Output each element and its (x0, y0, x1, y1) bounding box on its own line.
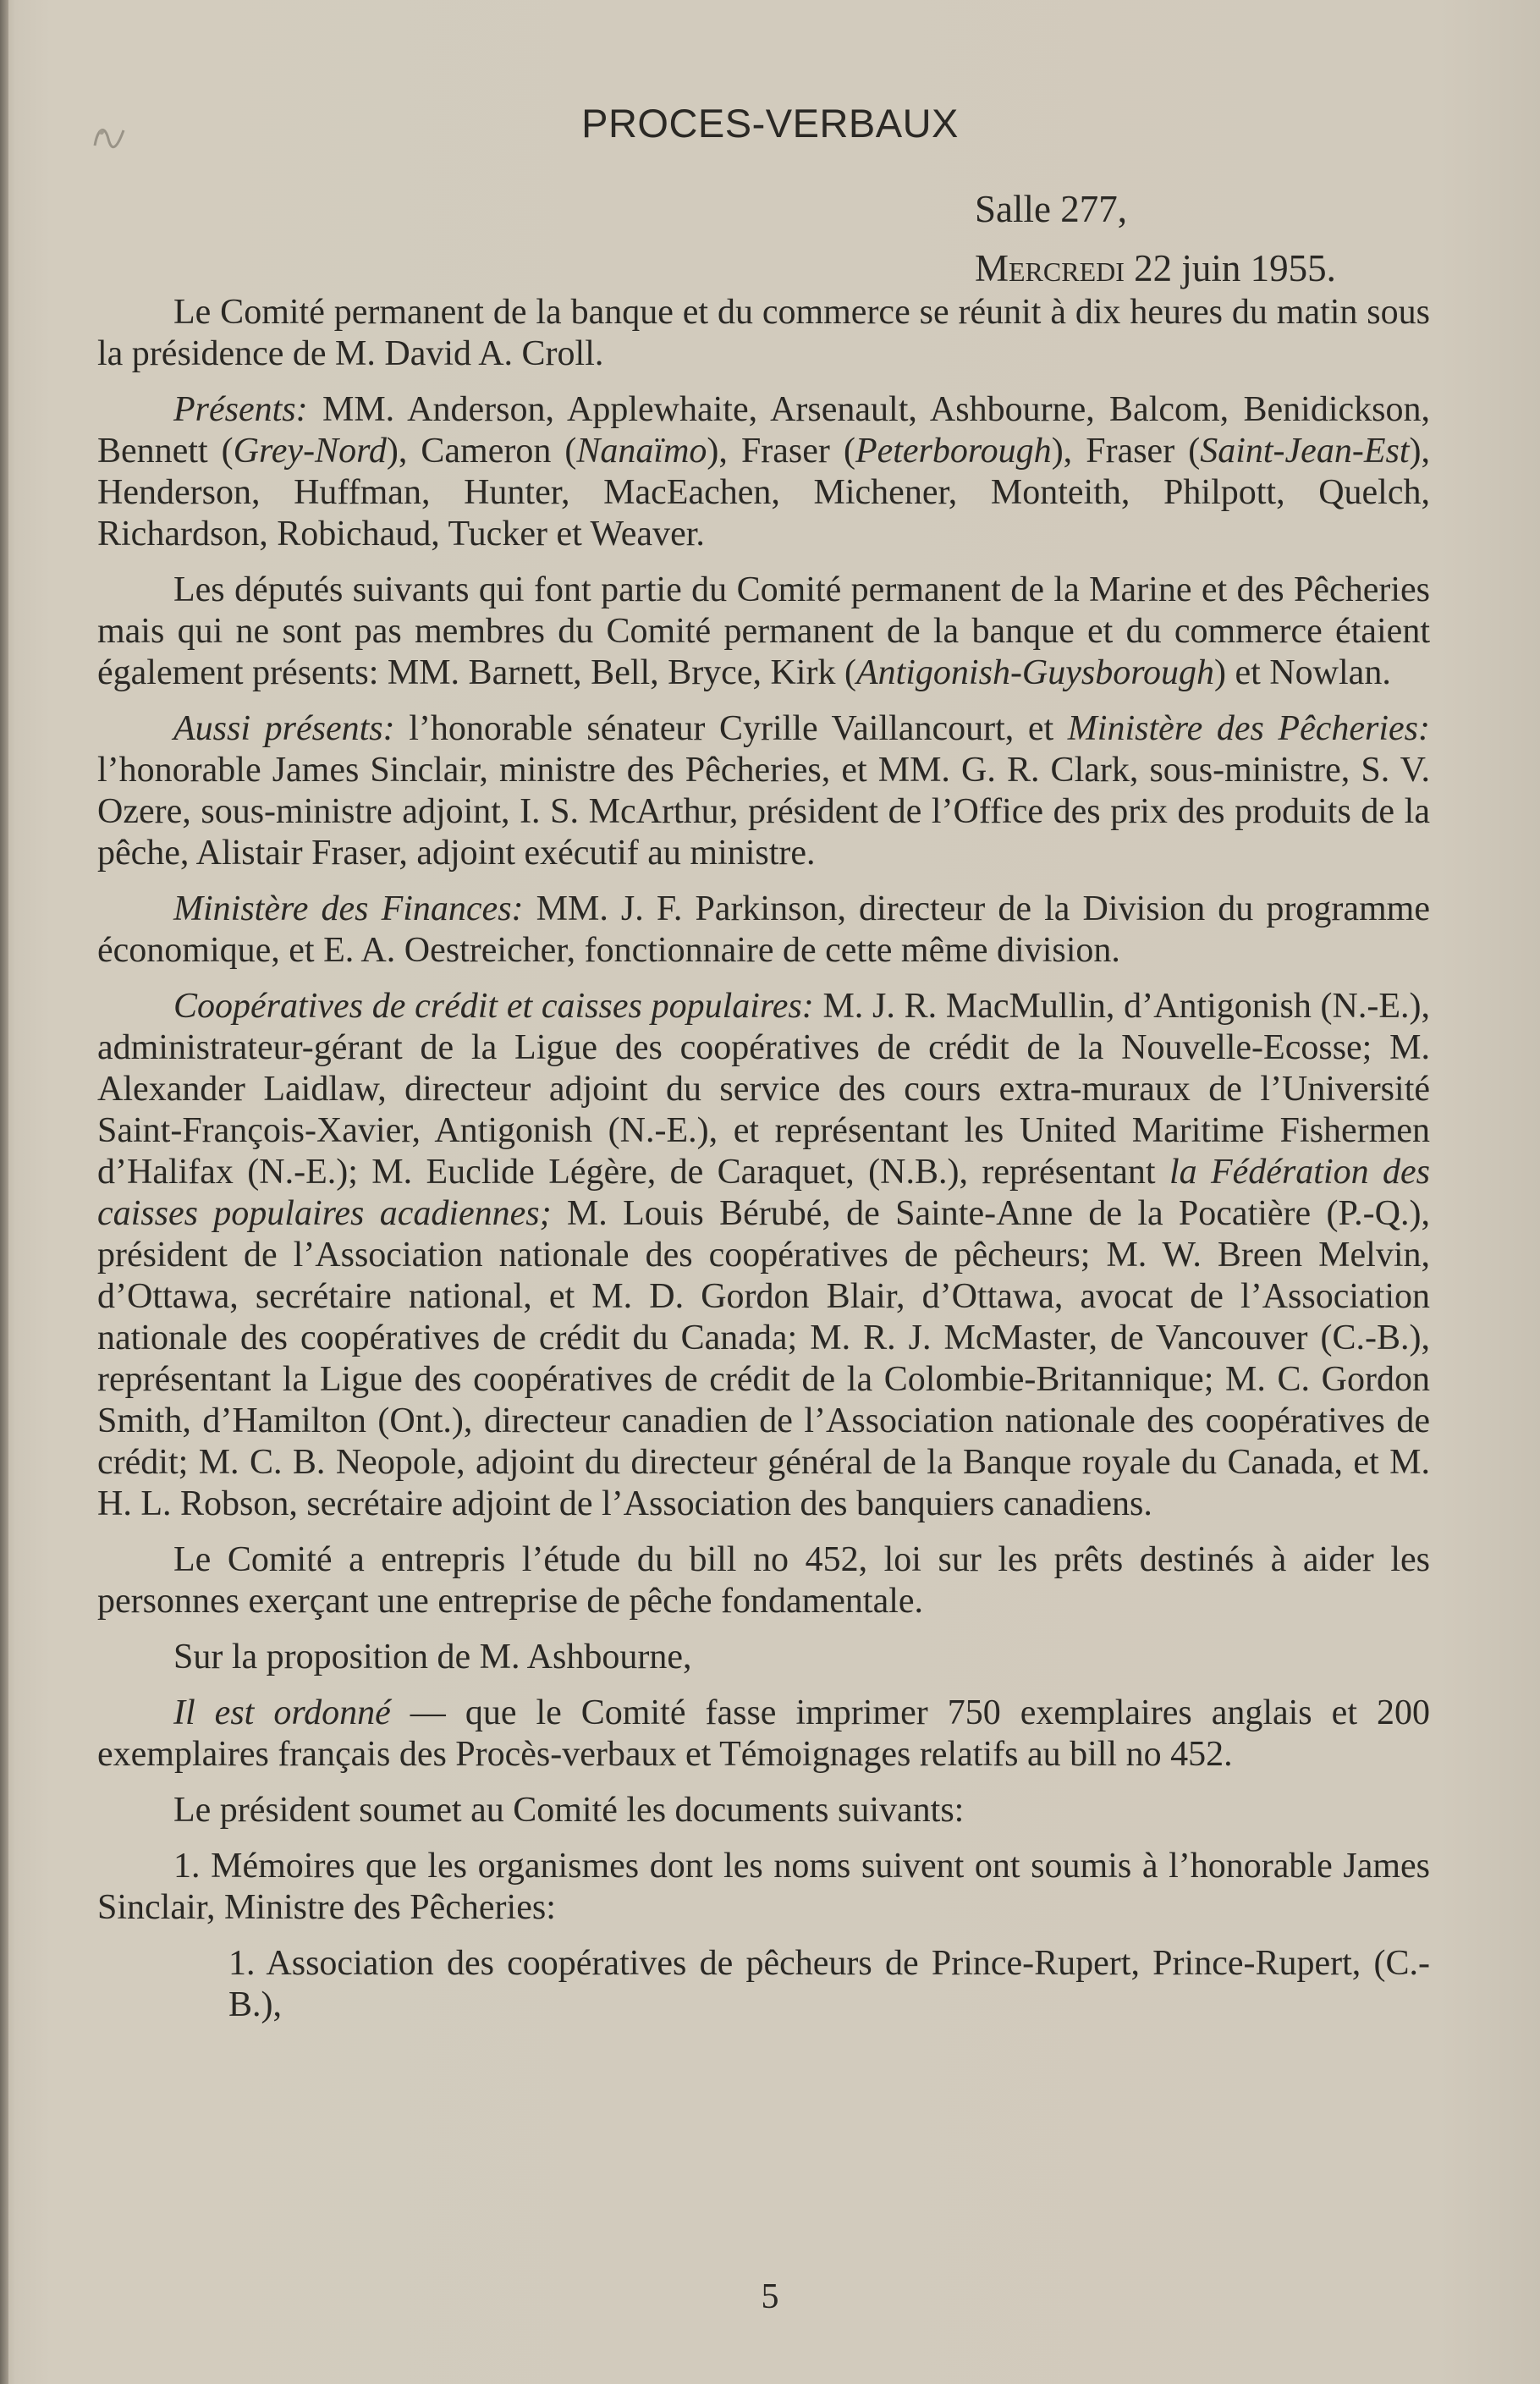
memoirs-item: 1. Mémoires que les organismes dont les noms suivent ont soumis à l’honorable James Sinclair, Ministre des Pêcheries: (97, 1847, 1430, 1927)
bill-paragraph: Le Comité a entrepris l’étude du bill no 452, loi sur les prêts destinés à aider les personnes exerçant une entreprise de pêche fondamentale. (97, 1540, 1430, 1621)
other-deputies-paragraph (97, 570, 1430, 694)
documents-intro: Le président soumet au Comité les documents suivants: (173, 1791, 965, 1830)
cooperatives-paragraph (97, 986, 1430, 1525)
text: — que le Comité fasse imprimer 750 exemplaires anglais et 200 exemplaires français des Procès-verbaux et Témoignages relatifs au bill no 452. (97, 1693, 1430, 1774)
also-present-paragraph (97, 708, 1430, 874)
page-number: 5 (761, 2277, 779, 2316)
date: 22 juin 1955. (1134, 247, 1336, 289)
finance-paragraph (97, 889, 1430, 972)
riding: Antigonish-Guysborough (855, 653, 1215, 692)
riding: Grey-Nord (233, 432, 387, 471)
text: MM. J. F. Parkinson, directeur de la Division du programme économique, et E. A. Oestreicher, fonctionnaire de cette même division. (97, 889, 1430, 970)
attendees-paragraph (97, 389, 1430, 555)
text: l’honorable James Sinclair, ministre des Pêcheries, et MM. G. R. Clark, sous-ministre, S. V. Ozere, sous-ministre adjoint, I. S. McArthur, président de l’Office des prix des produits de la pêche, Alistair Fraser, adjoint exécutif au ministre. (97, 751, 1430, 873)
cooperatives-label: Coopératives de crédit et caisses populaires: (173, 987, 814, 1026)
date-line (975, 239, 1336, 298)
riding: Peterborough (855, 432, 1052, 471)
minutes-body (97, 292, 1430, 2040)
finance-label: Ministère des Finances: (173, 889, 524, 928)
presents-label: Présents: (173, 390, 308, 429)
also-present-label: Aussi présents: (173, 709, 395, 748)
riding: Nanaïmo (576, 432, 707, 471)
text: l’honorable sénateur Cyrille Vaillancourt, et (394, 709, 1068, 748)
federation-name: la Fédération des caisses populaires acadiennes; (97, 1153, 1430, 1233)
order-paragraph (97, 1693, 1430, 1776)
text: Les députés suivants qui font partie du Comité permanent de la Marine et des Pêcheries mais qui ne sont pas membres du Comité permanent de la banque et du commerce étaient également présents: MM. Barnett, Bell, Bryce, Kirk ( (97, 570, 1430, 692)
opening-paragraph: Le Comité permanent de la banque et du commerce se réunit à dix heures du matin sous la présidence de M. David A. Croll. (97, 293, 1430, 373)
dateline (975, 179, 1336, 298)
text: ), Fraser ( (707, 432, 855, 471)
motion-paragraph: Sur la proposition de M. Ashbourne, (173, 1638, 692, 1677)
text: ), Fraser ( (1051, 432, 1201, 471)
weekday: Mercredi (975, 247, 1125, 289)
text: ), Henderson, Huffman, Hunter, MacEachen, Michener, Monteith, Philpott, Quelch, Richardson, Robichaud, Tucker et Weaver. (97, 432, 1430, 553)
text: ) et Nowlan. (1214, 653, 1391, 692)
text: MM. Anderson, Applewhaite, Arsenault, Ashbourne, Balcom, Benidickson, Bennett ( (97, 390, 1430, 471)
order-label: Il est ordonné (173, 1693, 391, 1732)
riding: Saint-Jean-Est (1200, 432, 1410, 471)
text: M. J. R. MacMullin, d’Antigonish (N.-E.), administrateur-gérant de la Ligue des coopératives de crédit de la Nouvelle-Ecosse; M. Alexander Laidlaw, directeur adjoint du service des cours extra-muraux de l’Université Saint-François-Xavier, Antigonish (N.-E.), et représentant les United Maritime Fishermen d’Halifax (N.-E.); M. Euclide Légère, de Caraquet, (N.B.), représentant (97, 987, 1431, 1192)
page-title: PROCES-VERBAUX (581, 101, 959, 146)
text: M. Louis Bérubé, de Sainte-Anne de la Pocatière (P.-Q.), président de l’Association nationale des coopératives de pêcheurs; M. W. Breen Melvin, d’Ottawa, secrétaire national, et M. D. Gordon Blair, d’Ottawa, avocat de l’Association nationale des coopératives de crédit du Canada; M. R. J. McMaster, de Vancouver (C.-B.), représentant la Ligue des coopératives de crédit de la Colombie-Britannique; M. C. Gordon Smith, d’Hamilton (Ont.), directeur canadien de l’Association nationale des coopératives de crédit; M. C. B. Neopole, adjoint du directeur général de la Banque royale du Canada, et M. H. L. Robson, secrétaire adjoint de l’Association des banquiers canadiens. (97, 1194, 1430, 1523)
text: ), Cameron ( (386, 432, 577, 471)
binding-edge (0, 0, 8, 2384)
room-label: Salle 277, (975, 188, 1127, 230)
memoir-subitem: 1. Association des coopératives de pêcheurs de Prince-Rupert, Prince-Rupert, (C.-B.), (228, 1944, 1430, 2024)
ministry-label: Ministère des Pêcheries: (1067, 709, 1430, 748)
